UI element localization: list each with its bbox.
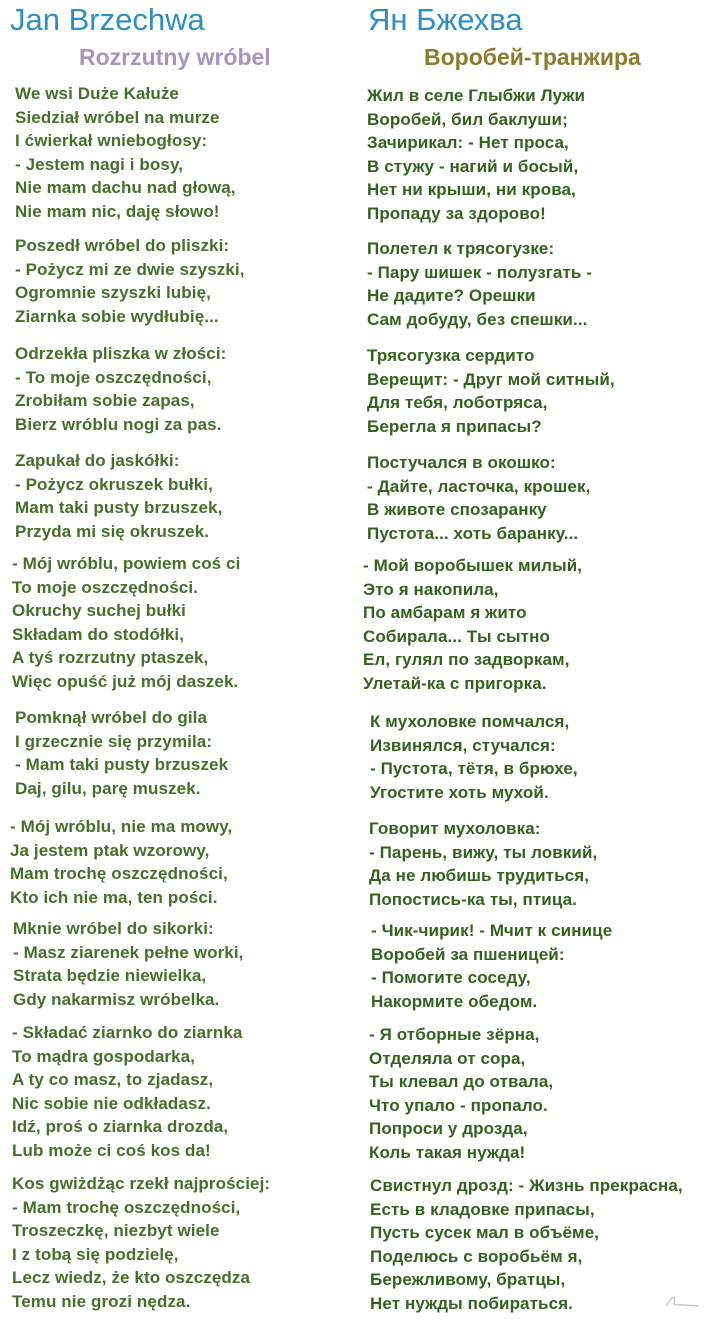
russian-verse-line: Есть в кладовке припасы, [370,1199,595,1219]
russian-verse-line: Говорит мухоловка: [369,819,541,838]
russian-verse-line: Берегла я припасы? [367,416,542,436]
polish-verse-line: Bierz wróblu nogi za pas. [15,414,222,434]
polish-verse-line: Gdy nakarmisz wróbelka. [13,989,220,1009]
polish-verse-line: A ty co masz, to zjadasz, [12,1070,214,1089]
russian-verse-line: Попроси у дрозда, [369,1119,528,1138]
russian-stanza [370,710,578,804]
polish-stanza [12,552,240,693]
polish-verse-line: Siedział wróbel na murze [15,107,220,127]
russian-verse-line: Верещит: - Друг мой ситный, [367,369,615,389]
polish-verse-line: - Masz ziarenek pełne worki, [13,942,244,962]
polish-stanza [15,342,226,436]
russian-verse-line: По амбарам я жито [363,603,527,622]
russian-verse-line: Не дадите? Орешки [367,286,536,305]
russian-verse-line: Полетел к трясогузке: [367,239,555,258]
russian-column [358,0,713,1326]
russian-verse-line: - Чик-чирик! - Мчит к синице [371,921,613,940]
polish-verse-line: Idź, proś o ziarnka drozda, [12,1117,229,1136]
polish-verse-line: - Pożycz mi ze dwie szyszki, [15,259,245,279]
polish-verse-line: Ja jestem ptak wzorowy, [10,840,210,860]
polish-verse-line: I grzecznie się przymila: [15,731,213,751]
russian-verse-line: Для тебя, лоботряса, [367,393,548,412]
polish-verse-line: Odrzekła pliszka w złości: [15,344,227,363]
russian-verse-line: Коль такая нужда! [369,1142,526,1162]
polish-verse-line: Mknie wróbel do sikorki: [13,919,214,938]
russian-verse-line: Нет нужды побираться. [370,1293,573,1313]
russian-verse-line: - Мой воробышек милый, [363,556,583,575]
russian-stanza [367,237,592,331]
polish-verse-line: Ogromnie szyszki lubię, [15,283,211,302]
polish-verse-line: - Mój wróblu, powiem coś ci [12,554,241,573]
russian-verse-line: Воробей, бил баклуши; [367,109,568,129]
polish-verse-line: Daj, gilu, parę muszek. [15,778,201,798]
polish-verse-line: - Jestem nagi i bosy, [15,154,184,174]
russian-verse-line: Постучался в окошко: [367,453,556,472]
polish-verse-line: Temu nie grozi nędza. [12,1291,191,1311]
polish-column [0,0,355,1326]
russian-verse-line: - Пустота, тётя, в брюхе, [370,759,578,778]
russian-verse-line: Свистнул дрозд: - Жизнь прекрасна, [370,1176,683,1195]
polish-verse-line: To mądra gospodarka, [12,1046,196,1066]
polish-stanza [15,234,245,328]
polish-title: Rozrzutny wróbel [79,44,271,70]
polish-verse-line: Poszedł wróbel do pliszki: [15,236,230,255]
russian-verse-line: В животе спозаранку [367,500,547,519]
polish-verse-line: - Składać ziarnko do ziarnka [12,1023,243,1042]
polish-stanza [12,1021,243,1162]
polish-verse-line: Składam do stodółki, [12,624,185,644]
polish-verse-line: We wsi Duże Kałuże [15,84,179,103]
polish-verse-line: I z tobą się podzielę, [12,1244,179,1264]
polish-verse-line: Ziarnka sobie wydłubię... [15,306,219,326]
russian-verse-line: Ел, гулял по задворкам, [363,650,570,669]
russian-verse-line: - Дайте, ласточка, крошек, [367,476,591,496]
russian-verse-line: В стужу - нагий и босый, [367,156,579,176]
russian-verse-line: Ты клевал до отвала, [369,1072,554,1091]
russian-stanza [367,451,590,545]
russian-verse-line: Отделяла от сора, [369,1048,526,1068]
russian-verse-line: Попостись-ка ты, птица. [369,889,577,909]
polish-verse-line: - Mój wróblu, nie ma mowy, [10,817,233,836]
russian-stanza [370,1174,683,1315]
russian-verse-line: Что упало - пропало. [369,1095,548,1115]
polish-verse-line: Zapukał do jaskółki: [15,451,180,470]
signature-mark [662,1290,702,1312]
polish-verse-line: - Pożycz okruszek bułki, [15,474,213,494]
russian-title: Воробей-транжира [424,44,641,70]
russian-verse-line: Пустота... хоть баранку... [367,523,579,543]
polish-verse-line: Lub może ci coś kos da! [12,1140,211,1160]
russian-stanza [367,344,615,438]
polish-verse-line: Kto ich nie ma, ten pości. [10,887,218,907]
polish-verse-line: Kos gwiżdżąc rzekł najprościej: [12,1174,271,1193]
polish-stanza [15,449,222,543]
russian-verse-line: Нет ни крыши, ни крова, [367,180,576,199]
russian-verse-line: К мухоловке помчался, [370,712,570,731]
polish-verse-line: Nic sobie nie odkładasz. [12,1093,211,1113]
russian-verse-line: Собирала... Ты сытно [363,626,550,646]
russian-stanza [369,817,597,911]
polish-verse-line: Nie mam dachu nad głową, [15,178,236,197]
russian-author: Ян Бжехва [368,2,523,37]
russian-verse-line: Жил в селе Глыбжи Лужи [367,86,586,105]
polish-verse-line: Przyda mi się okruszek. [15,521,210,541]
russian-verse-line: Пусть сусек мал в объёме, [370,1223,600,1242]
polish-stanza [10,815,232,909]
russian-stanza [371,919,612,1013]
polish-verse-line: Pomknął wróbel do gila [15,708,208,727]
russian-verse-line: Трясогузка сердито [367,346,535,365]
russian-verse-line: Бережливому, братцы, [370,1270,566,1289]
russian-verse-line: - Парень, вижу, ты ловкий, [369,842,598,862]
russian-verse-line: Сам добуду, без спешки... [367,309,588,329]
polish-verse-line: - To moje oszczędności, [15,367,212,387]
russian-verse-line: - Помогите соседу, [371,968,531,987]
russian-verse-line: Угостите хоть мухой. [370,782,549,802]
polish-stanza [13,917,244,1011]
polish-stanza [12,1172,270,1313]
russian-stanza [369,1023,553,1164]
polish-stanza [15,82,236,223]
russian-verse-line: Это я накопила, [363,579,499,599]
polish-verse-line: Mam trochę oszczędności, [10,864,228,883]
polish-verse-line: Strata będzie niewielka, [13,966,207,985]
russian-verse-line: - Пару шишек - полузгать - [367,262,593,282]
polish-verse-line: Zrobiłam sobie zapas, [15,391,195,410]
polish-verse-line: To moje oszczędności. [12,577,198,597]
russian-verse-line: Пропаду за здорово! [367,203,546,223]
polish-verse-line: Mam taki pusty brzuszek, [15,498,223,517]
polish-stanza [15,706,228,800]
russian-verse-line: Да не любишь трудиться, [369,866,590,885]
polish-verse-line: - Mam trochę oszczędności, [12,1197,241,1217]
polish-verse-line: Troszeczkę, niezbyt wiele [12,1221,220,1240]
polish-verse-line: I ćwierkał wniebogłosy: [15,131,208,150]
russian-verse-line: Улетай-ка с пригорка. [363,673,547,693]
polish-verse-line: Nie mam nic, daję słowo! [15,201,220,221]
polish-verse-line: Okruchy suchej bułki [12,601,186,620]
russian-verse-line: Воробей за пшеницей: [371,944,565,964]
russian-verse-line: - Я отборные зёрна, [369,1025,540,1044]
polish-verse-line: Więc opuść już mój daszek. [12,671,239,691]
polish-author: Jan Brzechwa [10,2,205,37]
russian-verse-line: Зачирикал: - Нет проса, [367,133,569,152]
russian-verse-line: Поделюсь с воробьём я, [370,1246,583,1266]
russian-verse-line: Извинялся, стучался: [370,735,556,755]
polish-verse-line: Lecz wiedz, że kto oszczędza [12,1268,251,1287]
polish-verse-line: - Mam taki pusty brzuszek [15,755,229,774]
russian-stanza [367,84,585,225]
polish-verse-line: A tyś rozrzutny ptaszek, [12,648,209,667]
russian-stanza [363,554,582,695]
russian-verse-line: Накормите обедом. [371,991,538,1011]
